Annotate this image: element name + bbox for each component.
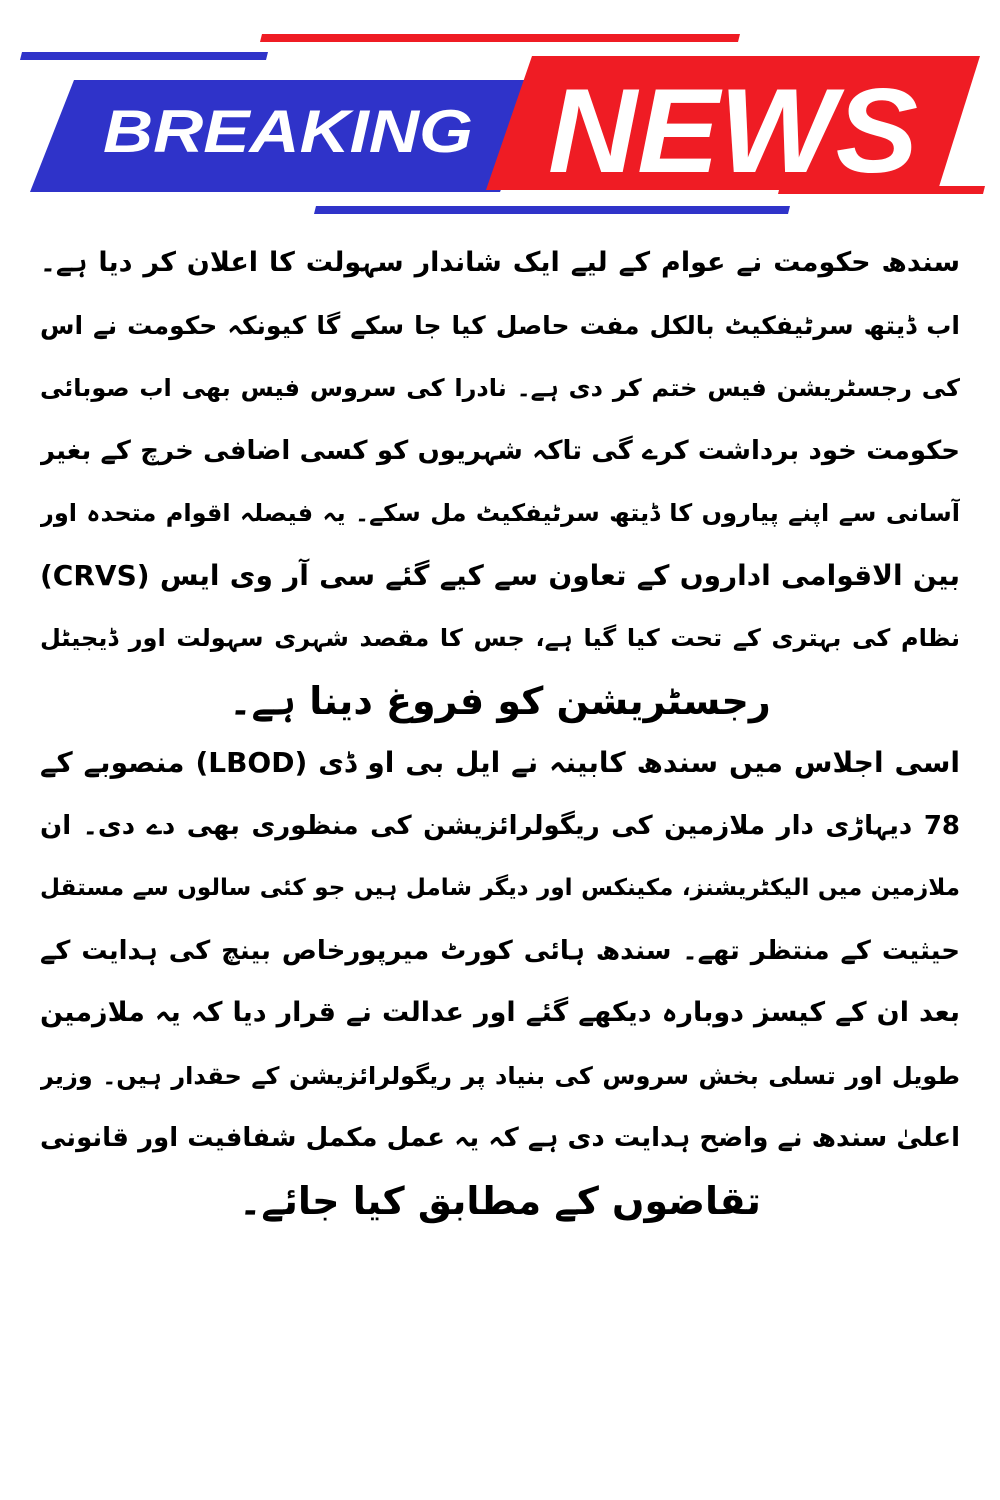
breaking-word: BREAKING xyxy=(103,98,473,165)
article-line: ملازمین میں الیکٹریشنز، مکینکس اور دیگر شامل ہیں جو کئی سالوں سے مستقل xyxy=(40,875,960,901)
article-line: بعد ان کے کیسز دوبارہ دیکھے گئے اور عدالت نے قرار دیا کہ یہ ملازمین xyxy=(40,997,960,1028)
accent-line-top-red xyxy=(260,34,740,42)
article-line: نظام کی بہتری کے تحت کیا گیا ہے، جس کا مقصد شہری سہولت اور ڈیجیٹل xyxy=(40,624,960,652)
article-line: بین الاقوامی اداروں کے تعاون سے کیے گئے سی آر وی ایس (CRVS) xyxy=(40,558,960,592)
breaking-news-banner xyxy=(0,0,1000,230)
article-line: طویل اور تسلی بخش سروس کی بنیاد پر ریگولرائزیشن کے حقدار ہیں۔ وزیر xyxy=(40,1061,960,1090)
article-line: سندھ حکومت نے عوام کے لیے ایک شاندار سہولت کا اعلان کر دیا ہے۔ xyxy=(40,247,960,278)
accent-line-bottom-blue xyxy=(314,206,790,214)
article-line: 78 دیہاڑی دار ملازمین کی ریگولرائزیشن کی منظوری بھی دے دی۔ ان xyxy=(40,810,960,841)
article-line: رجسٹریشن کو فروغ دینا ہے۔ xyxy=(229,678,771,723)
article-line: آسانی سے اپنے پیاروں کا ڈیتھ سرٹیفکیٹ مل سکے۔ یہ فیصلہ اقوام متحدہ اور xyxy=(40,499,960,527)
article-line: اسی اجلاس میں سندھ کابینہ نے ایل بی او ڈی (LBOD) منصوبے کے xyxy=(40,746,960,779)
accent-line-top-blue xyxy=(20,52,268,60)
news-word: NEWS xyxy=(548,64,918,198)
article-line: حیثیت کے منتظر تھے۔ سندھ ہائی کورٹ میرپورخاص بینچ کی ہدایت کے xyxy=(40,935,960,966)
article-line: کی رجسٹریشن فیس ختم کر دی ہے۔ نادرا کی سروس فیس بھی اب صوبائی xyxy=(40,374,960,402)
article-body xyxy=(40,232,960,1494)
article-line: حکومت خود برداشت کرے گی تاکہ شہریوں کو کسی اضافی خرچ کے بغیر xyxy=(40,435,960,466)
article-line: اب ڈیتھ سرٹیفکیٹ بالکل مفت حاصل کیا جا سکے گا کیونکہ حکومت نے اس xyxy=(40,310,960,340)
article-line: تقاضوں کے مطابق کیا جائے۔ xyxy=(239,1178,761,1223)
article-line: اعلیٰ سندھ نے واضح ہدایت دی ہے کہ یہ عمل مکمل شفافیت اور قانونی xyxy=(40,1123,960,1153)
